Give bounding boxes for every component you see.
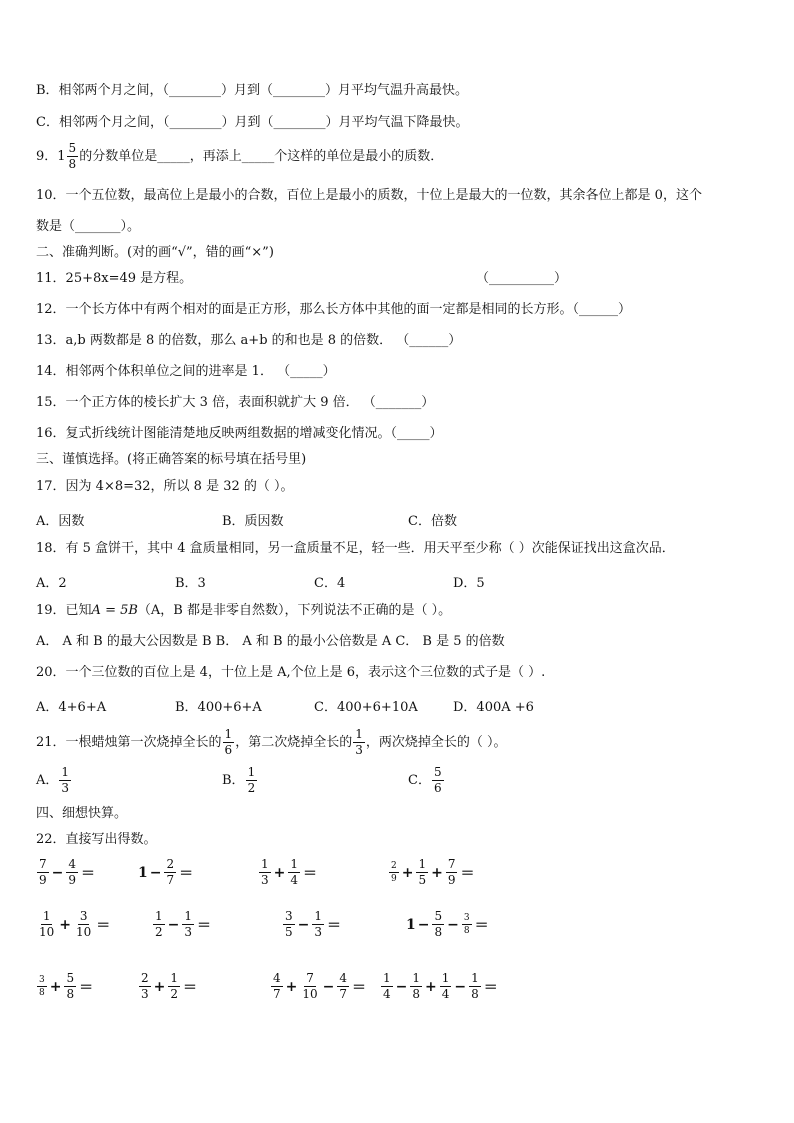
question-12: 12．一个长方体中有两个相对的面是正方形，那么长方体中其他的面一定都是相同的长方形。（______） bbox=[36, 302, 632, 317]
q19-options: A． A 和 B 的最大公因数是 B B． A 和 B 的最小公倍数是 A C． B 是 5 的倍数 bbox=[36, 634, 505, 649]
equals-sign: ＝ bbox=[81, 865, 96, 882]
denominator: 2 bbox=[155, 925, 163, 939]
denominator: 9 bbox=[391, 874, 397, 884]
plus-sign: + bbox=[431, 864, 443, 881]
denominator: 2 bbox=[247, 781, 256, 795]
fraction bbox=[168, 972, 180, 1001]
calc-r1-3 bbox=[258, 858, 319, 887]
option-label: B． bbox=[222, 773, 245, 788]
fraction bbox=[381, 972, 393, 1001]
denominator: 8 bbox=[471, 987, 479, 1001]
numerator: 4 bbox=[68, 857, 77, 871]
calc-r3-4 bbox=[380, 972, 500, 1001]
fraction bbox=[410, 972, 422, 1001]
q17-option-b: B．质因数 bbox=[222, 514, 284, 529]
q19-equation: A = 5B bbox=[91, 603, 138, 618]
fraction bbox=[37, 910, 56, 939]
question-11-answer-blank: （__________） bbox=[476, 271, 568, 286]
numerator: 3 bbox=[285, 909, 293, 923]
minus-sign: − bbox=[149, 864, 162, 881]
question-18: 18．有 5 盒饼干，其中 4 盒质量相同，另一盒质量不足，轻一些．用天平至少称（ ）次能保证找出这盒次品． bbox=[36, 541, 675, 556]
question-10-line1: 10．一个五位数，最高位上是最小的合数，百位上是最小的质数，十位上是最大的一位数，其余各位上都是 0，这个 bbox=[36, 188, 702, 203]
numerator: 3 bbox=[79, 909, 88, 923]
q21-option-a bbox=[36, 766, 72, 795]
denominator: 8 bbox=[66, 987, 75, 1001]
minus-sign: − bbox=[447, 916, 459, 933]
q20-option-b: B．400+6+A bbox=[175, 700, 262, 715]
denominator: 4 bbox=[383, 987, 391, 1001]
minus-sign: − bbox=[51, 864, 64, 881]
denominator: 8 bbox=[463, 926, 470, 936]
denominator: 3 bbox=[61, 781, 70, 795]
q21-fraction-2 bbox=[353, 728, 365, 757]
whole-number: 1 bbox=[406, 916, 416, 933]
numerator: 3 bbox=[39, 975, 45, 985]
equals-sign: ＝ bbox=[79, 979, 94, 996]
equals-sign: ＝ bbox=[183, 979, 198, 996]
question-9 bbox=[36, 142, 443, 171]
denominator: 10 bbox=[76, 925, 92, 939]
question-14: 14．相邻两个体积单位之间的进率是 1． （_____） bbox=[36, 364, 336, 379]
fraction bbox=[74, 910, 93, 939]
option-label: A． bbox=[36, 773, 59, 788]
q20-option-a: A．4+6+A bbox=[36, 700, 107, 715]
numerator: 7 bbox=[39, 857, 47, 871]
option-fraction bbox=[246, 766, 258, 795]
calc-r2-1 bbox=[36, 910, 112, 939]
minus-sign: − bbox=[322, 978, 335, 995]
denominator: 5 bbox=[418, 873, 427, 887]
minus-sign: − bbox=[417, 916, 430, 933]
fraction bbox=[337, 972, 349, 1001]
q18-option-a: A．2 bbox=[36, 576, 67, 591]
numerator: 1 bbox=[42, 909, 51, 923]
numerator: 7 bbox=[306, 971, 314, 985]
fraction bbox=[288, 858, 300, 887]
calc-r1-1 bbox=[36, 858, 97, 887]
fraction bbox=[139, 972, 151, 1001]
denominator: 5 bbox=[285, 925, 293, 939]
denominator: 9 bbox=[39, 873, 47, 887]
question-9-text: 的分数单位是_____，再添上_____个这样的单位是最小的质数． bbox=[79, 149, 444, 164]
mixed-fraction bbox=[67, 142, 79, 171]
q21-option-b bbox=[222, 766, 258, 795]
fraction bbox=[259, 858, 271, 887]
fraction bbox=[389, 861, 399, 884]
fraction bbox=[312, 910, 324, 939]
section-4-heading: 四、细想快算。 bbox=[36, 806, 128, 821]
fraction bbox=[300, 972, 319, 1001]
numerator: 5 bbox=[433, 765, 442, 779]
fraction bbox=[66, 858, 78, 887]
plus-sign: + bbox=[153, 978, 166, 995]
minus-sign: − bbox=[395, 978, 408, 995]
denominator: 9 bbox=[68, 873, 77, 887]
numerator: 1 bbox=[290, 857, 299, 871]
fraction bbox=[469, 972, 481, 1001]
q20-option-c: C．400+6+10A bbox=[314, 700, 418, 715]
equals-sign: ＝ bbox=[96, 917, 111, 934]
numerator: 2 bbox=[391, 861, 397, 871]
denominator: 9 bbox=[447, 873, 456, 887]
numerator: 2 bbox=[141, 971, 149, 985]
numerator: 1 bbox=[471, 971, 479, 985]
denominator: 8 bbox=[39, 988, 45, 998]
equals-sign: ＝ bbox=[474, 917, 489, 934]
fraction bbox=[182, 910, 194, 939]
numerator: 1 bbox=[224, 727, 233, 741]
denominator: 2 bbox=[170, 987, 179, 1001]
numerator: 1 bbox=[261, 857, 269, 871]
denominator: 7 bbox=[166, 873, 175, 887]
q21-fraction-1 bbox=[223, 728, 235, 757]
q18-option-d: D．5 bbox=[453, 576, 485, 591]
option-fraction bbox=[432, 766, 444, 795]
numerator: 1 bbox=[170, 971, 179, 985]
equals-sign: ＝ bbox=[483, 979, 498, 996]
plus-sign: + bbox=[401, 864, 414, 881]
minus-sign: − bbox=[297, 916, 310, 933]
fraction bbox=[271, 972, 283, 1001]
denominator: 4 bbox=[290, 873, 299, 887]
question-11: 11．25+8x=49 是方程。 bbox=[36, 271, 193, 286]
equals-sign: ＝ bbox=[460, 865, 475, 882]
fraction-denominator: 8 bbox=[68, 157, 77, 171]
plus-sign: + bbox=[59, 916, 72, 933]
numerator: 1 bbox=[441, 971, 450, 985]
calc-r3-2 bbox=[138, 972, 199, 1001]
denominator: 6 bbox=[224, 743, 233, 757]
fraction bbox=[64, 972, 76, 1001]
denominator: 3 bbox=[261, 873, 269, 887]
plus-sign: + bbox=[285, 978, 298, 995]
q19-text: （A，B 都是非零自然数），下列说法不正确的是（ ）。 bbox=[137, 603, 452, 618]
section-3-heading: 三、谨慎选择。(将正确答案的标号填在括号里) bbox=[36, 452, 307, 467]
fraction bbox=[440, 972, 452, 1001]
calc-r2-2 bbox=[152, 910, 213, 939]
q21-option-c bbox=[408, 766, 445, 795]
equals-sign: ＝ bbox=[352, 979, 367, 996]
question-8-option-c: C．相邻两个月之间，（________）月到（________）月平均气温下降最快。 bbox=[36, 115, 469, 130]
fraction bbox=[164, 858, 176, 887]
question-9-prefix: 9．1 bbox=[36, 149, 66, 164]
calc-r3-3 bbox=[270, 972, 368, 1001]
q18-option-c: C．4 bbox=[314, 576, 346, 591]
fraction bbox=[153, 910, 165, 939]
denominator: 3 bbox=[314, 925, 323, 939]
numerator: 7 bbox=[447, 857, 456, 871]
plus-sign: + bbox=[425, 978, 437, 995]
question-21 bbox=[36, 728, 506, 757]
denominator: 4 bbox=[441, 987, 450, 1001]
equals-sign: ＝ bbox=[327, 917, 342, 934]
calc-r1-2 bbox=[138, 858, 195, 887]
fraction bbox=[432, 910, 444, 939]
numerator: 1 bbox=[155, 909, 163, 923]
denominator: 3 bbox=[355, 743, 363, 757]
equals-sign: ＝ bbox=[179, 865, 194, 882]
fraction bbox=[283, 910, 295, 939]
denominator: 7 bbox=[339, 987, 348, 1001]
question-10-line2: 数是（_______）。 bbox=[36, 219, 141, 234]
fraction bbox=[416, 858, 428, 887]
q21-text-2: ，第二次烧掉全长的 bbox=[235, 735, 353, 750]
q18-option-b: B．3 bbox=[175, 576, 206, 591]
whole-number: 1 bbox=[138, 864, 148, 881]
numerator: 1 bbox=[355, 727, 363, 741]
numerator: 1 bbox=[61, 765, 70, 779]
numerator: 1 bbox=[247, 765, 256, 779]
numerator: 5 bbox=[434, 909, 443, 923]
equals-sign: ＝ bbox=[197, 917, 212, 934]
question-8-option-b: B．相邻两个月之间，（________）月到（________）月平均气温升高最快。 bbox=[36, 83, 469, 98]
denominator: 6 bbox=[433, 781, 442, 795]
fraction bbox=[37, 858, 49, 887]
numerator: 1 bbox=[412, 971, 421, 985]
denominator: 10 bbox=[39, 925, 55, 939]
minus-sign: − bbox=[454, 978, 467, 995]
q21-text-1: 21．一根蜡烛第一次烧掉全长的 bbox=[36, 735, 222, 750]
question-13: 13．a,b 两数都是 8 的倍数，那么 a+b 的和也是 8 的倍数． （______） bbox=[36, 333, 462, 348]
q17-option-c: C．倍数 bbox=[408, 514, 457, 529]
question-16: 16．复式折线统计图能清楚地反映两组数据的增减变化情况。（_____） bbox=[36, 426, 443, 441]
numerator: 1 bbox=[184, 909, 193, 923]
equals-sign: ＝ bbox=[303, 865, 318, 882]
denominator: 10 bbox=[302, 987, 318, 1001]
question-17: 17．因为 4×8=32，所以 8 是 32 的（ ）。 bbox=[36, 479, 294, 494]
option-fraction bbox=[59, 766, 71, 795]
q21-text-3: ，两次烧掉全长的（ ）。 bbox=[365, 735, 507, 750]
denominator: 8 bbox=[434, 925, 443, 939]
option-label: C． bbox=[408, 773, 431, 788]
numerator: 1 bbox=[418, 857, 427, 871]
question-22: 22．直接写出得数。 bbox=[36, 832, 157, 847]
fraction bbox=[446, 858, 458, 887]
calc-r1-4 bbox=[388, 858, 476, 887]
numerator: 4 bbox=[339, 971, 348, 985]
numerator: 2 bbox=[166, 857, 175, 871]
q20-option-d: D．400A +6 bbox=[453, 700, 534, 715]
fraction bbox=[462, 913, 472, 936]
minus-sign: − bbox=[167, 916, 180, 933]
plus-sign: + bbox=[49, 978, 62, 995]
calc-r2-4 bbox=[406, 910, 491, 939]
question-19 bbox=[36, 603, 451, 619]
denominator: 8 bbox=[412, 987, 421, 1001]
section-2-heading: 二、准确判断。(对的画“√”，错的画“×”) bbox=[36, 245, 274, 260]
denominator: 7 bbox=[273, 987, 281, 1001]
fraction-numerator: 5 bbox=[68, 141, 77, 155]
numerator: 1 bbox=[314, 909, 323, 923]
numerator: 4 bbox=[273, 971, 281, 985]
numerator: 1 bbox=[383, 971, 391, 985]
denominator: 3 bbox=[184, 925, 193, 939]
question-20: 20．一个三位数的百位上是 4，十位上是 A,个位上是 6，表示这个三位数的式子是（ ）. bbox=[36, 665, 546, 680]
calc-r3-1 bbox=[36, 972, 95, 1001]
calc-r2-3 bbox=[282, 910, 343, 939]
denominator: 3 bbox=[141, 987, 149, 1001]
plus-sign: + bbox=[273, 864, 286, 881]
fraction bbox=[37, 975, 47, 998]
q17-option-a: A．因数 bbox=[36, 514, 85, 529]
numerator: 5 bbox=[66, 971, 75, 985]
q19-prefix: 19．已知 bbox=[36, 603, 92, 618]
numerator: 3 bbox=[463, 913, 470, 923]
question-15: 15．一个正方体的棱长扩大 3 倍，表面积就扩大 9 倍． （_______） bbox=[36, 395, 435, 410]
